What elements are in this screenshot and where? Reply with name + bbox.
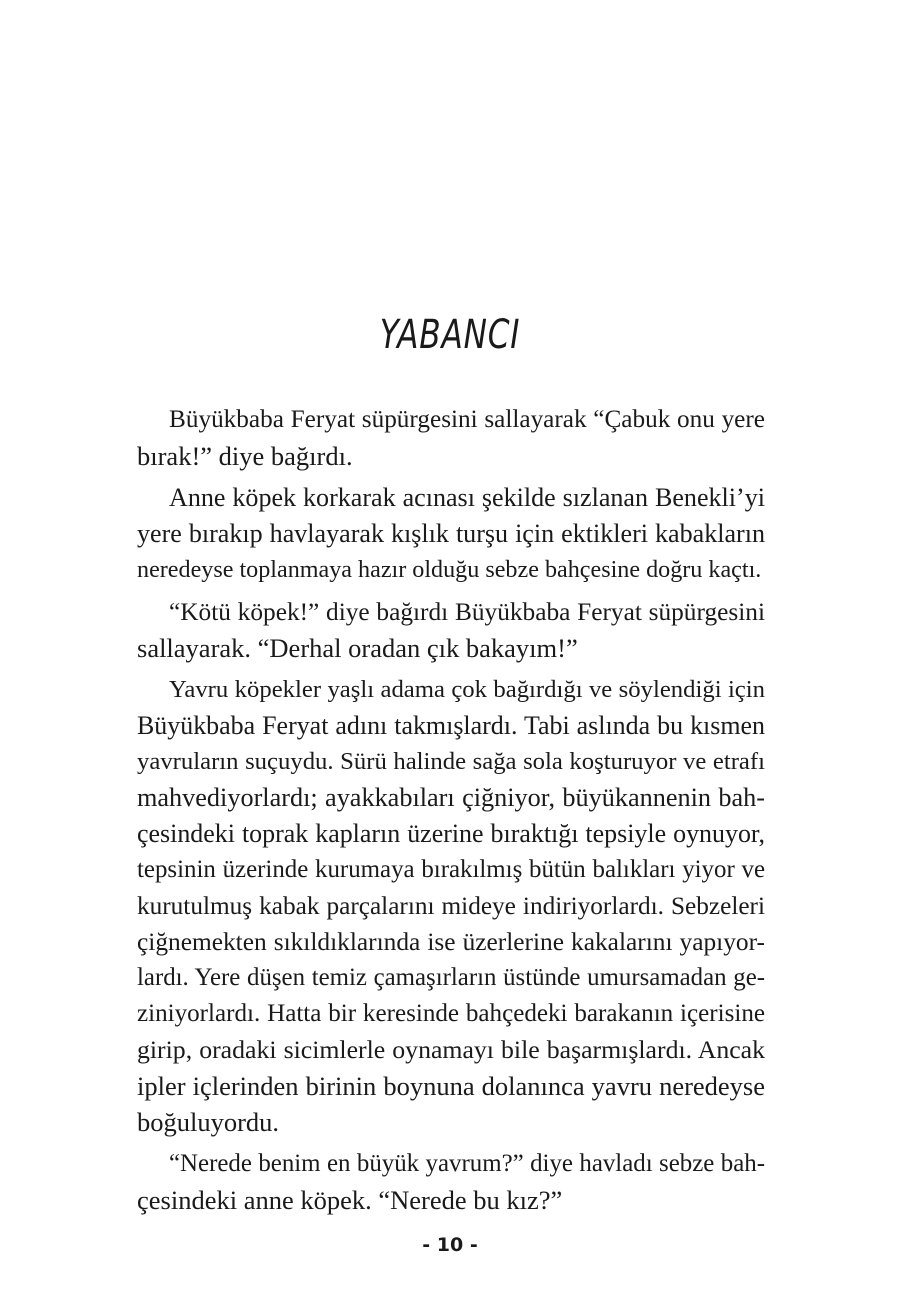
text-line: mahvediyorlardı; ayakkabıları çiğniyor, büyükannenin bah- bbox=[137, 783, 765, 812]
text-line: Büyükbaba Feryat süpürgesini sallayarak “Çabuk onu yere bbox=[169, 406, 765, 433]
paragraph-2 bbox=[137, 480, 765, 588]
paragraph-1 bbox=[137, 402, 765, 474]
text-line: girip, oradaki sicimlerle oynamayı bile başarmışlardı. Ancak bbox=[137, 1035, 765, 1064]
text-line: lardı. Yere düşen temiz çamaşırların üstünde umursamadan ge- bbox=[137, 964, 765, 991]
paragraph-3 bbox=[137, 594, 765, 666]
paragraph-5 bbox=[137, 1146, 765, 1218]
paragraph-4 bbox=[137, 672, 765, 1140]
text-line: “Nerede benim en büyük yavrum?” diye havladı sebze bah- bbox=[169, 1150, 765, 1177]
body-text bbox=[137, 402, 765, 1224]
text-line: boğuluyordu. bbox=[137, 1107, 280, 1137]
text-line: çiğnemekten sıkıldıklarında ise üzerlerine kakalarını yapıyor- bbox=[137, 928, 765, 956]
text-line: çesindeki anne köpek. “Nerede bu kız?” bbox=[137, 1185, 563, 1215]
text-line: sallayarak. “Derhal oradan çık bakayım!” bbox=[137, 633, 578, 663]
text-line: neredeyse toplanmaya hazır olduğu sebze bahçesine doğru kaçtı. bbox=[137, 556, 762, 583]
text-line: çesindeki toprak kapların üzerine bıraktığı tepsiyle oynuyor, bbox=[137, 819, 765, 848]
text-line: ziniyorlardı. Hatta bir keresinde bahçedeki barakanın içerisine bbox=[137, 1000, 765, 1027]
text-line: Anne köpek korkarak acınası şekilde sızlanan Benekli’yi bbox=[169, 483, 765, 512]
text-line: yere bırakıp havlayarak kışlık turşu için ektikleri kabakların bbox=[137, 519, 765, 548]
text-line: “Kötü köpek!” diye bağırdı Büyükbaba Feryat süpürgesini bbox=[169, 598, 765, 626]
text-line: Büyükbaba Feryat adını takmışlardı. Tabi aslında bu kısmen bbox=[137, 711, 765, 740]
text-line: tepsinin üzerinde kurumaya bırakılmış bütün balıkları yiyor ve bbox=[137, 856, 765, 883]
text-line: Yavru köpekler yaşlı adama çok bağırdığı ve söylendiği için bbox=[169, 676, 765, 703]
text-line: yavruların suçuydu. Sürü halinde sağa sola koşturuyor ve etrafı bbox=[137, 748, 765, 775]
text-line: ipler içlerinden birinin boynuna dolanınca yavru neredeyse bbox=[137, 1071, 765, 1101]
page-number: - 10 - bbox=[422, 1234, 478, 1256]
text-line: bırak!” diye bağırdı. bbox=[137, 441, 353, 471]
text-line: kurutulmuş kabak parçalarını mideye indiriyorlardı. Sebzeleri bbox=[137, 892, 765, 920]
chapter-title: YABANCI bbox=[379, 312, 521, 358]
